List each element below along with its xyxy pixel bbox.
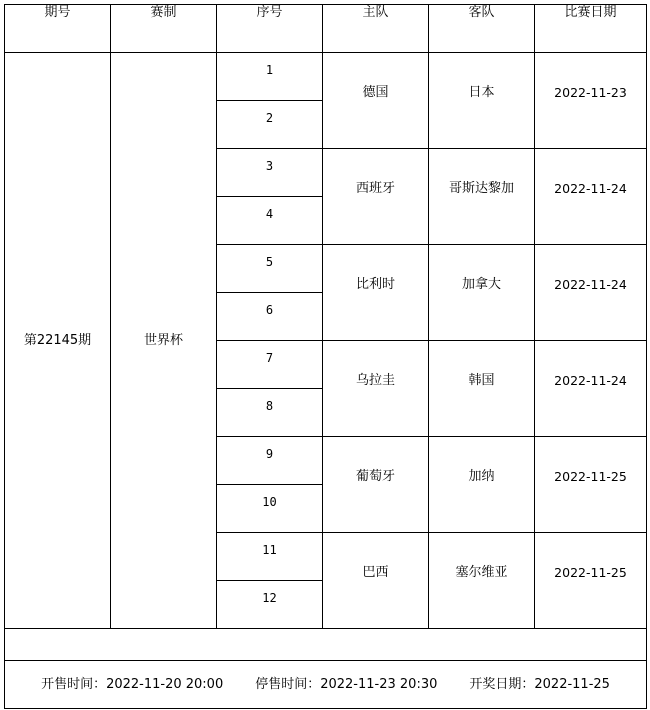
away-team-cell: 日本: [429, 53, 535, 149]
header-format: 赛制: [111, 5, 217, 53]
home-team-cell: 西班牙: [323, 149, 429, 245]
away-team-cell: 韩国: [429, 341, 535, 437]
home-team-cell: 葡萄牙: [323, 437, 429, 533]
seq-cell: 7: [217, 341, 323, 389]
header-date: 比赛日期: [535, 5, 647, 53]
header-home: 主队: [323, 5, 429, 53]
footer-row: [5, 661, 647, 709]
schedule-table: [4, 4, 647, 709]
sale-start-time: 开售时间：2022-11-20 20:00: [41, 676, 224, 692]
match-date-cell: 2022-11-25: [535, 533, 647, 629]
seq-cell: 12: [217, 581, 323, 629]
home-team-cell: 德国: [323, 53, 429, 149]
header-away: 客队: [429, 5, 535, 53]
match-date-cell: 2022-11-23: [535, 53, 647, 149]
seq-cell: 5: [217, 245, 323, 293]
seq-cell: 8: [217, 389, 323, 437]
home-team-cell: 比利时: [323, 245, 429, 341]
away-team-cell: 加纳: [429, 437, 535, 533]
seq-cell: 9: [217, 437, 323, 485]
match-date-cell: 2022-11-24: [535, 149, 647, 245]
seq-cell: 2: [217, 101, 323, 149]
home-team-cell: 乌拉圭: [323, 341, 429, 437]
header-period: 期号: [5, 5, 111, 53]
format-cell: 世界杯: [111, 53, 217, 629]
blank-cell: [5, 629, 647, 661]
home-team-cell: 巴西: [323, 533, 429, 629]
away-team-cell: 哥斯达黎加: [429, 149, 535, 245]
match-date-cell: 2022-11-25: [535, 437, 647, 533]
draw-date: 开奖日期：2022-11-25: [469, 676, 610, 692]
match-date-cell: 2022-11-24: [535, 341, 647, 437]
seq-cell: 1: [217, 53, 323, 101]
table-row: [5, 53, 647, 101]
seq-cell: 6: [217, 293, 323, 341]
seq-cell: 10: [217, 485, 323, 533]
away-team-cell: 塞尔维亚: [429, 533, 535, 629]
seq-cell: 11: [217, 533, 323, 581]
away-team-cell: 加拿大: [429, 245, 535, 341]
header-seq: 序号: [217, 5, 323, 53]
header-row: [5, 5, 647, 53]
footer-cell: [5, 661, 647, 709]
match-date-cell: 2022-11-24: [535, 245, 647, 341]
seq-cell: 3: [217, 149, 323, 197]
seq-cell: 4: [217, 197, 323, 245]
sale-stop-time: 停售时间：2022-11-23 20:30: [255, 676, 438, 692]
period-cell: 第22145期: [5, 53, 111, 629]
blank-row: [5, 629, 647, 661]
